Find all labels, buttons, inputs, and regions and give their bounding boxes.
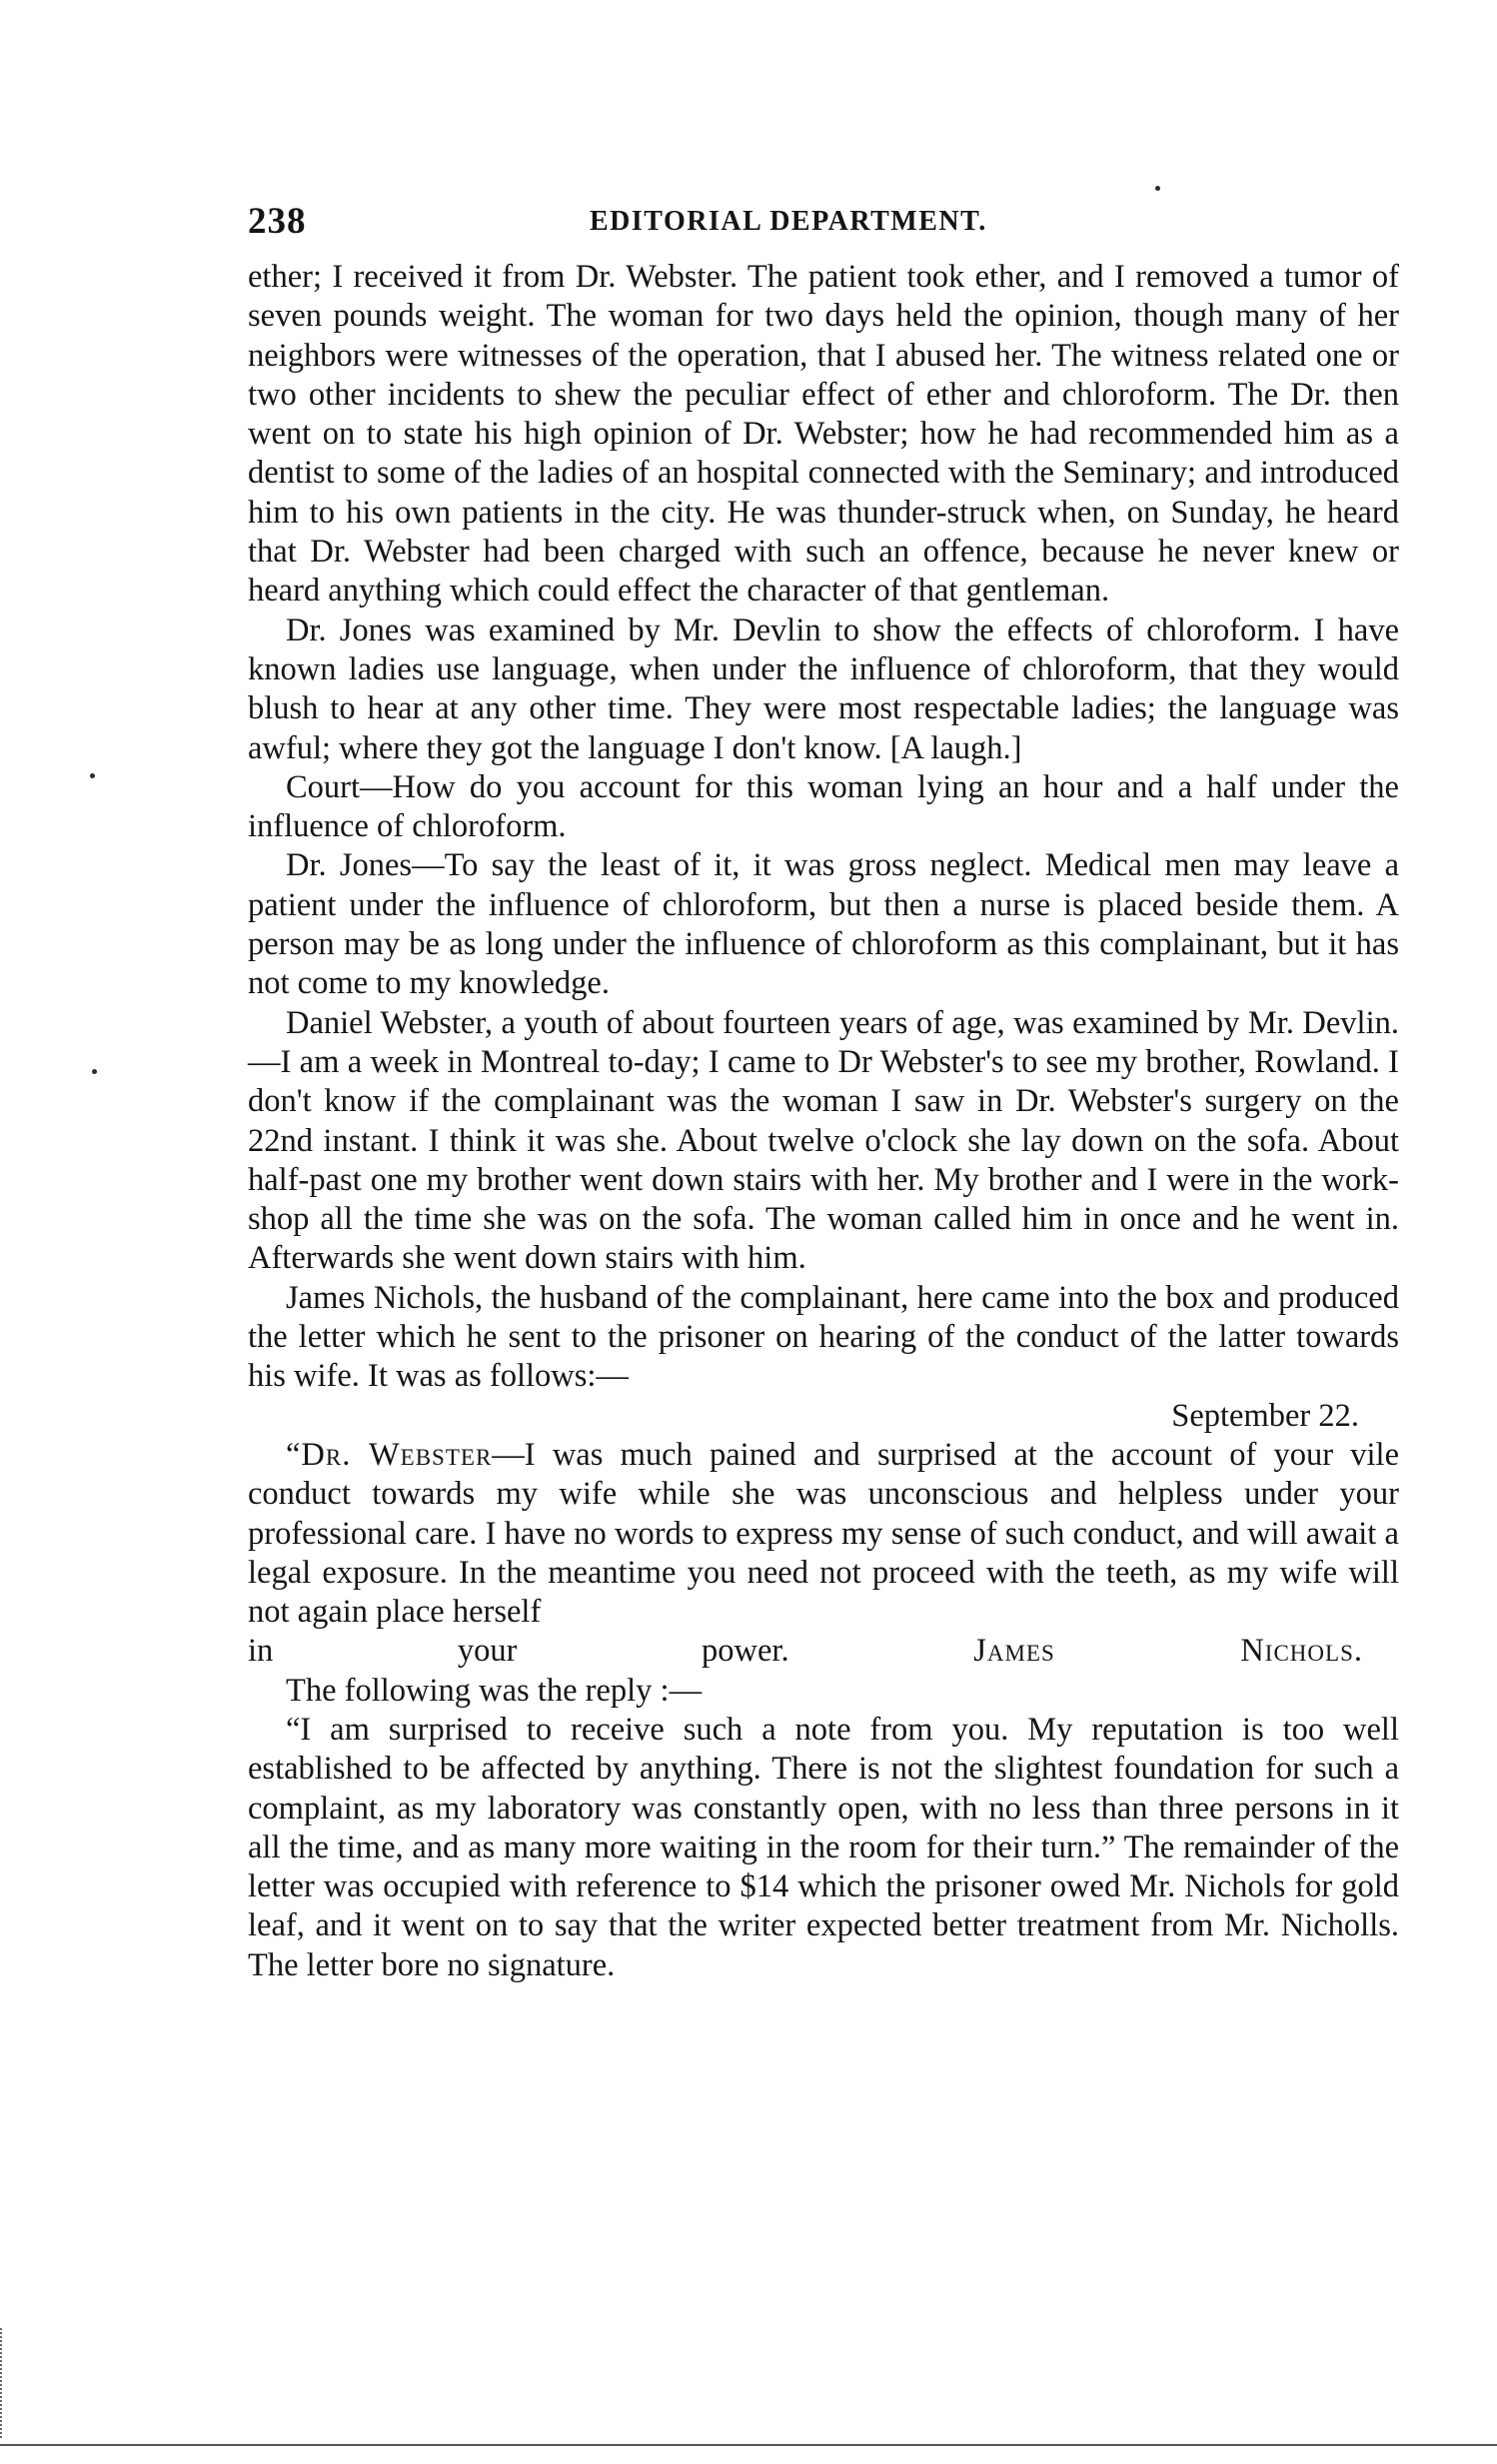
print-speck — [90, 773, 95, 778]
letter-text: —I was much pained and surprised at the account of your vile conduct towards my wife while she was unconscious and helpless under your professional care. I have no words to express my sense of such conduct, and will await a legal exposure. In the meantime you need not proceed with the teeth, as my wife will not again place herself — [248, 1436, 1399, 1631]
print-speck — [1155, 186, 1160, 191]
letter-signature: James Nichols. — [973, 1633, 1363, 1670]
page — [248, 200, 1399, 1985]
paragraph-dr-jones-reply: Dr. Jones—To say the least of it, it was gross neglect. Medical men may leave a patient under the influence of chloroform, but then a nurse is placed beside them. A person may be as long under the influence of chloroform as this complainant, but it has not come to my knowledge. — [248, 847, 1399, 1002]
page-header — [248, 200, 1399, 246]
letter-last-line: in your power. — [248, 1633, 789, 1670]
letter-signature-line — [248, 1632, 1399, 1671]
paragraph-daniel-webster: Daniel Webster, a youth of about fourteen years of age, was examined by Mr. Devlin.—I am a week in Montreal to-day; I came to Dr Webster's to see my brother, Rowland. I don't know if the complainant was the woman I saw in Dr. Webster's surgery on the 22nd instant. I think it was she. About twelve o'clock she lay down on the sofa. About half-past one my brother went down stairs with her. My brother and I were in the work-shop all the time she was on the sofa. The woman called him in once and he went in. Afterwards she went down stairs with him. — [248, 1004, 1399, 1277]
article-body — [248, 258, 1399, 1985]
paragraph-dr-jones: Dr. Jones was examined by Mr. Devlin to show the effects of chloroform. I have known ladies use language, when under the influence of chloroform, that they would blush to hear at any other time. They were most respectable ladies; the language was awful; where they got the language I don't know. [A laugh.] — [248, 612, 1399, 766]
reply-intro: The following was the reply :— — [286, 1672, 703, 1709]
page-number: 238 — [248, 201, 307, 242]
print-speck — [92, 1069, 97, 1074]
paragraph-court: Court—How do you account for this woman lying an hour and a half under the influence of chloroform. — [248, 768, 1399, 845]
reply-paragraph: “I am surprised to receive such a note from you. My reputation is too well established to be affected by anything. There is not the slightest foundation for such a complaint, as my laboratory was constantly open, with no less than three persons in it all the time, and as many more waiting in the room for their turn.” The remainder of the letter was occupied with reference to $14 which the prisoner owed Mr. Nichols for gold leaf, and it went on to say that the writer expected better treatment from Mr. Nicholls. The letter bore no signature. — [248, 1711, 1399, 1983]
paragraph-continued: ether; I received it from Dr. Webster. The patient took ether, and I removed a tumor of seven pounds weight. The woman for two days held the opinion, though many of her neighbors were witnesses of the operation, that I abused her. The witness related one or two other incidents to shew the peculiar effect of ether and chloroform. The Dr. then went on to state his high opinion of Dr. Webster; how he had recommended him as a dentist to some of the ladies of an hospital connected with the Seminary; and introduced him to his own patients in the city. He was thunder-struck when, on Sunday, he heard that Dr. Webster had been charged with such an offence, because he never knew or heard anything which could effect the character of that gentleman. — [248, 259, 1399, 610]
scan-edge — [0, 2444, 1497, 2446]
letter-body — [248, 1436, 1399, 1632]
letter-salutation: “Dr. Webster — [286, 1436, 493, 1473]
letter-date: September 22. — [1171, 1397, 1359, 1434]
paragraph-james-nichols: James Nichols, the husband of the complainant, here came into the box and produced the letter which he sent to the prisoner on hearing of the conduct of the latter towards his wife. It was as follows:— — [248, 1279, 1399, 1395]
margin-marks — [0, 2328, 12, 2438]
running-head: EDITORIAL DEPARTMENT. — [590, 206, 987, 237]
